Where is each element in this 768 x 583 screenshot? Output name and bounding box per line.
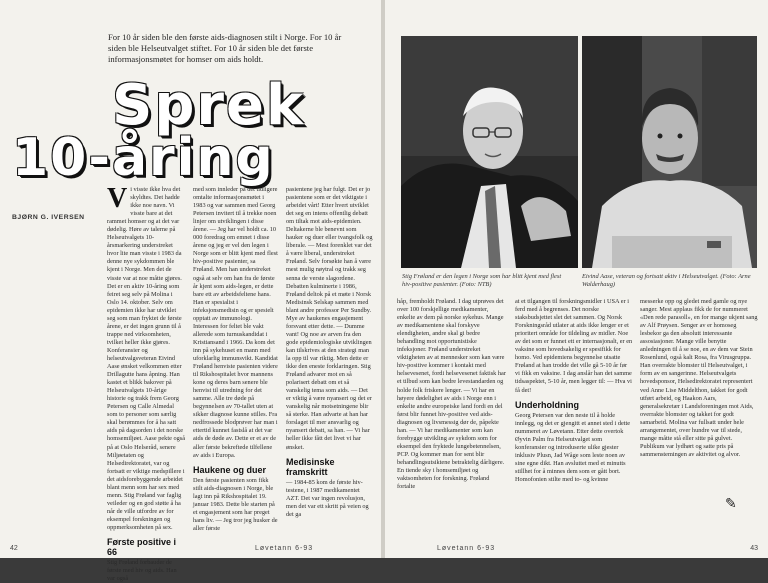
headline: [12, 73, 372, 188]
column-1-text: i visste ikke hva det skyldtes. Det hadde ikke noe navn. Vi visste bare at det rammet homser og at det var dødelig. Høre av talerne på Helseutvalgets 10-årsmarkering understreket hvor lite man visste i 1983 da denne nye sykdommen ble kjent i Norge. Men det de visste var at noe måtte gjøres. Det er en aktiv 10-åring som feiret seg selv på Molina i Oslo 14. oktober. Selv om epidemien ikke har utviklet seg som man fryktet de første årene, er det ingen grunn til å trappe ned virksomheten, tvilket heller ikke gjøres. Konferansier og helseutvalgsveteran Eivind Aase ønsket velkommen etter Drillagutte hans åpning. Han kastet et blikk bakover på Helseutvalgets 10-årige historie og trakk frem Georg Petersen og Calle Almedal som to personer som særlig skal berømmes for å ha satt aids på dagsorden i det norske homsemiljøet. Aase pekte også på at Oslo Helseråd, senere Miljøetaten og Helsedirektoratet, var og fortsatt er viktige medspillere i det aidsforebyggende arbeidet blant menn som har sex med menn. Stig Frøland var faglig veileder og en god støtte å ha når de ville utfordre av for eksempel forskningen og oppmerksomheten på sex.: [107, 186, 185, 531]
headline-line-1: Sprek: [112, 73, 306, 138]
column-2-tail: Den første pasienten som fikk stilt aids-diagnosen i Norge, ble lagt inn på Rikshospitalet 19. januar 1983. Dette ble starten på et engasjement som har preget hans liv. — Jeg tror jeg husker de aller første: [193, 476, 278, 532]
page-number-left: 42: [10, 545, 18, 552]
byline: BJØRN G. IVERSEN: [12, 214, 85, 221]
column-3-tail: — 1984-85 kom de første hiv-testene, i 1987 medikamentet AZT. Det var ingen revolusjon, men det var ett skritt på veien og det ga: [286, 478, 369, 518]
subheading-entertainment: Underholdning: [515, 399, 579, 410]
subheading-medical-progress: Medisinske framskritt: [286, 456, 335, 477]
right-page: [385, 0, 768, 558]
lead-paragraph: [108, 32, 348, 65]
column-1-body: [107, 183, 185, 532]
column-3-text: pasientene jeg har fulgt. Det er jo pasientene som er det viktigste i arbeidet vårt! Etter hvert utviklet det seg en intens offentlig debatt om tiltak mot aids-epidemien. Deltakerne ble benevnt som hauker og duer eller tvangsfolk og liberale. — Mest forenklet var det å være liberal, understreket Frøland. Selv forsøkte han å være mest mulig nøytral og trakk seg senna de verste slagordene. Debatten kulminerte i 1986, Frøland deltok på et møte i Norsk Medisinsk Selskap sammen med blant andre professor Per Sundby. Mye av haukenes engasjement forsvant etter dette. — Dumme vant! Og noe av arven fra den gode epidemiologiske utviklingen kan tilskrives at den strategi man la opp til var riktig. Men dette er ikke den eneste forklaringen. Stig Frøland advarer mot en så polarisert debatt om et så vanskelig tema som aids. — Det er viktig å være nyansert og det er vanskelig når motsetningene blir så sterke. Han advarte at han har forslaget til mer ansvarlig og nyansert debatt, sa han. — Vi har heller ikke fått det livet vi har ønsket.: [286, 186, 373, 451]
photo-caption-2: Eivind Aase, veteran og fortsatt aktiv i Helseutvalget. (Foto: Arne Walderhaug): [582, 273, 751, 288]
magazine-issue-left: Løvetann 6-93: [255, 545, 314, 552]
column-6-text: messerke opp og gledet med gamle og nye sanger. Mest applaus fikk de for nummeret «Den rede parasoll», en for mange ukjent sang av Alf Prøysen. Senger av er homoseg lesbekor ga den absolutt interessante assosiasjoner. Mange ville benytte anledningen til å se noe, en av dem var Stein Rosenlund, også kalt Rosa, fra Virusgruppa. Han overrakte blomster til Helseutvalget, i form av en sangerinne. Helseutvalgets hovedsponsor, Helsedirektoratet representert ved Anne Lise Middelthon, takket for godt utført arbeid, og Haakon Aars, generalsekretær i Landsforeningen mot Aids, overrakte blomster og takket for godt samarbeid. Molina var fullsatt under hele arrangementet, over hundre var til stede, mange måtte stå eller sitte på gulvet. Publikum var lydhørt og satte pris på sammenstemingen av aktivitet og alvor.: [640, 298, 758, 458]
left-page: [0, 0, 381, 583]
article-column-3: [286, 186, 373, 519]
article-column-2: [193, 186, 278, 533]
article-column-6: [640, 298, 758, 459]
photo-caption-1: Stig Frøland er den legen i Norge som har blitt kjent med flest hiv-positive pasienter. (Foto: NTB): [402, 273, 562, 288]
headline-line-2: 10-åring: [12, 128, 275, 188]
photo-eivind-aase: [582, 36, 757, 268]
portrait-photo-icon: [582, 36, 757, 268]
column-2-text: med som innleder på det tidligere omtalte informasjonsmøtet i 1983 og var sammen med Georg Petersen invitert til å trekke noen linjer om utviklingen i disse årene. — Jeg har vel holdt ca. 10 000 foredrag om emnet i disse årene og jeg er vel den legen i Norge som er blitt kjent med flest hiv-positive pasienter, sa Frøland. Men han understreket også at selv om han fra de første år kjent som aids-legen, er dette bare ett av arbeidsfeltene hans. Han er spesialist i infeksjonsmedisin og er spesielt opptatt av immunologi. Interessen for feltet ble vakt allerede som turnuskandidat i Kristiansand i 1966. Da kom det inn på sykehuset en mann med uforklarlig immunsvikt. Kandidat Frøland henviste pasienten videre til Rikshospitalet hvor mannens kone og deres barn senere ble henvist til utredning for det samme. Alle tre døde på begynnelsen av 70-tallet uten at sikker diagnose kunne stilles. Fra nedfrossede blodprøver har man i ettertid kunnet fastslå at det var aids de døde av. Dette er et av de aller første bekreftede tilfellene av aids i Europa.: [193, 186, 278, 459]
drop-cap: V: [107, 183, 128, 214]
column-1-tail: Stig Frøland forbauder de første med hiv og aids. Han var også: [107, 559, 177, 583]
page-number-right: 43: [750, 545, 758, 552]
column-5-tail: Georg Petersen var den neste til å holde innlegg, og det er gjengitt et annet sted i dette nummeret av Løvetann. Etter dette overtok Øyvin Palm fra Helseutvalget som konferansier og introduserte ulike gjester inklusiv Plusn, Jad Wåge som leste noen av sine egne dikt. Han avsluttet med et minutts stillhet for å minnes dem som er gått bort. Homofonien stilte med to- og kvinne: [515, 411, 631, 483]
photo-stig-froland: [401, 36, 578, 268]
magazine-issue-right: Løvetann 6-93: [437, 545, 496, 552]
column-5-text: at et tilgangen til forskningsmidler i USA er i ferd med å begrenses. Det norske staksbudsjettet slet det sammen. Og Norsk Forskningsråd utlater at aids ikke lenger er et prioritert område for tildeling av midler. Noe av det som er funnet ett er internasjonalt, er en vaksine som hovedsakelig er spesifikk for homo. Ved epidemiens begynnelse utsatte Frøland at han trodde det ville gå 5-10 år før vi fikk en vaksine. I dag anslår han det samme tidsaspektet, 5-10 år, men legger til: — Hva vi få det!: [515, 298, 633, 394]
article-column-5: [515, 298, 633, 484]
article-column-4: [397, 298, 507, 491]
portrait-photo-icon: [401, 36, 578, 268]
subheading-hawks-doves: Haukene og duer: [193, 464, 267, 475]
subheading-first-positive: Første positive i 66: [107, 537, 177, 558]
lead-text: For 10 år siden ble den første aids-diagnosen stilt i Norge. For 10 år siden ble Helseutvalget stiftet. For 10 år siden ble det første informasjonsmøtet for homser om aids holdt.: [108, 32, 342, 64]
column-4-text: håp, fremholdt Frøland. I dag utprøves det over 100 forskjellige medikamenter, enkelte av dem på norske sykehus. Mange av medikamentene skal forskyve elendigheten, andre skal gi bedre behandling mot opportunistiske infeksjoner. Frøland understreket viktigheten av at mennesker som kan være hiv-positive kommer i kontakt med helsevesenet, fordi helsevesenet faktisk har et tilbud som kan bedre levestandarden og holde folk friskere lenger. — Vi har en høyere dødelighet av aids i Norge enn i enkelte andre europeiske land fordi en del først blir funnet hiv-positive ved aids-diagnosen og livsmessig dør de, påpekte han. — Vi har medikamenter som kan forebygge utvikling av sykdom som for eksempel den fryktede lungebetennelsen, PCP. Og kommer man for sent blir behandlingsutsiktene betraktelig dårligere. En tiende sky i homsemiljøet og vaktsomheten for forskning. Frøland fortalte: [397, 298, 506, 491]
article-column-1: [107, 183, 185, 583]
end-mark-icon: ✎: [725, 497, 737, 512]
